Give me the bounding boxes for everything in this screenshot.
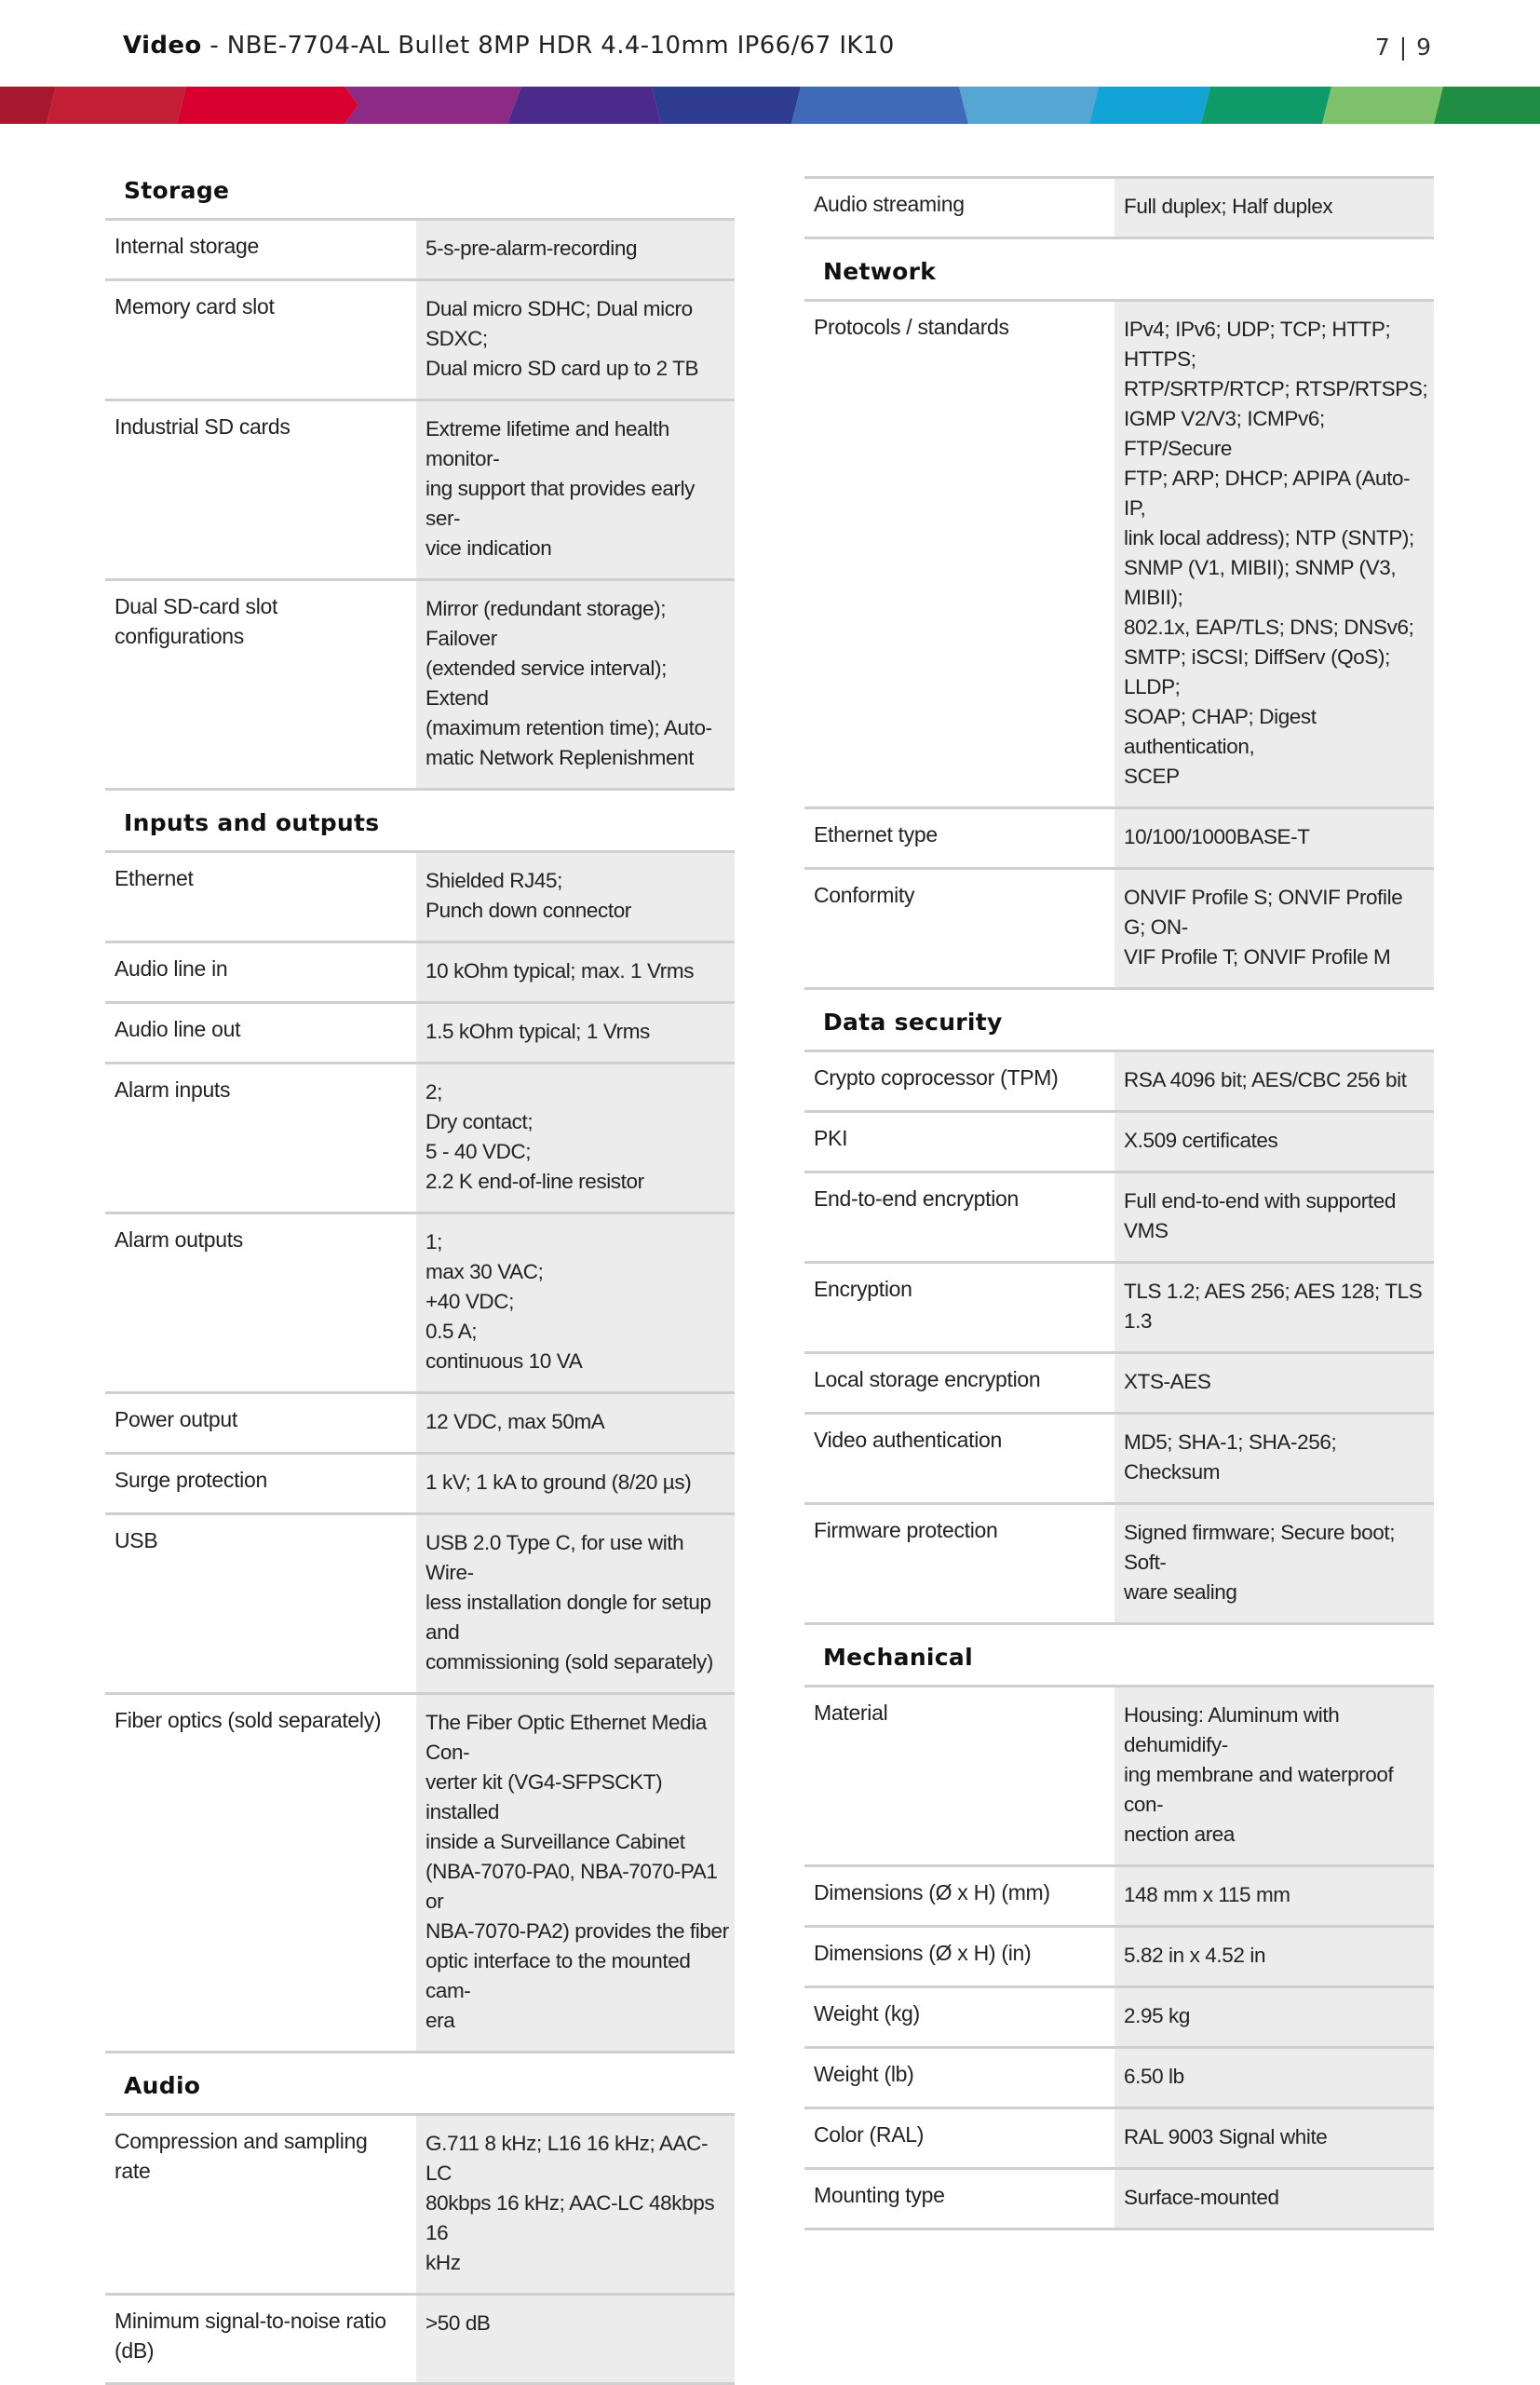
- spec-value: G.711 8 kHz; L16 16 kHz; AAC-LC 80kbps 16 kHz; AAC-LC 48kbps 16 kHz: [416, 2116, 735, 2293]
- product-name: - NBE-7704-AL Bullet 8MP HDR 4.4-10mm IP66/67 IK10: [201, 32, 895, 60]
- spec-label: Audio streaming: [804, 179, 1114, 237]
- spec-label: Firmware protection: [804, 1505, 1114, 1622]
- spec-value: Surface-mounted: [1114, 2170, 1434, 2228]
- brand-color-stripe: [0, 87, 1540, 124]
- spec-label: Protocols / standards: [804, 302, 1114, 806]
- spec-label: Video authentication: [804, 1415, 1114, 1502]
- spec-row-usb: [105, 1515, 735, 1695]
- spec-value: Dual micro SDHC; Dual micro SDXC; Dual micro SD card up to 2 TB: [416, 281, 735, 399]
- spec-value: Full end-to-end with supported VMS: [1114, 1173, 1434, 1261]
- spec-row-compression-and-sampling-rate: [105, 2116, 735, 2296]
- spec-section-data-security: [804, 990, 1434, 1625]
- document-title: [123, 32, 895, 60]
- spec-label: Encryption: [804, 1264, 1114, 1351]
- spec-row-internal-storage: [105, 221, 735, 281]
- document-category: Video: [123, 32, 202, 60]
- spec-row-ethernet-type: [804, 809, 1434, 870]
- spec-row-encryption: [804, 1264, 1434, 1354]
- spec-value: 2; Dry contact; 5 - 40 VDC; 2.2 K end-of-line resistor: [416, 1064, 735, 1212]
- spec-row-audio-line-in: [105, 943, 735, 1004]
- section-heading: Mechanical: [804, 1625, 1434, 1687]
- section-heading: Network: [804, 239, 1434, 302]
- spec-row-end-to-end-encryption: [804, 1173, 1434, 1264]
- spec-value: 1; max 30 VAC; +40 VDC; 0.5 A; continuous 10 VA: [416, 1214, 735, 1391]
- spec-row-fiber-optics-sold-separately: [105, 1695, 735, 2053]
- spec-value: Full duplex; Half duplex: [1114, 179, 1434, 237]
- spec-value: 5.82 in x 4.52 in: [1114, 1928, 1434, 1985]
- spec-section-storage: [105, 158, 735, 791]
- spec-label: Surge protection: [105, 1455, 416, 1512]
- spec-row-dual-sd-card-slot-configurations: [105, 581, 735, 791]
- spec-label: Material: [804, 1687, 1114, 1864]
- spec-value: TLS 1.2; AES 256; AES 128; TLS 1.3: [1114, 1264, 1434, 1351]
- spec-value: 1 kV; 1 kA to ground (8/20 µs): [416, 1455, 735, 1512]
- spec-row-memory-card-slot: [105, 281, 735, 401]
- spec-value: USB 2.0 Type C, for use with Wire- less installation dongle for setup and commissioning (sold separately): [416, 1515, 735, 1692]
- spec-row-color-ral: [804, 2109, 1434, 2170]
- spec-value: 148 mm x 115 mm: [1114, 1867, 1434, 1925]
- spec-row-crypto-coprocessor-tpm: [804, 1052, 1434, 1113]
- spec-label: PKI: [804, 1113, 1114, 1171]
- spec-label: USB: [105, 1515, 416, 1692]
- spec-section-continued: [804, 176, 1434, 239]
- spec-row-video-authentication: [804, 1415, 1434, 1505]
- page-header: [0, 0, 1540, 88]
- spec-row-dimensions-x-h-in: [804, 1928, 1434, 1988]
- section-heading: Inputs and outputs: [105, 791, 735, 853]
- spec-value: The Fiber Optic Ethernet Media Con- verter kit (VG4-SFPSCKT) installed inside a Surveillance Cabinet (NBA-7070-PA0, NBA-7070-PA1 or NBA-7070-PA2) provides the fiber optic interface to the mounted cam- era: [416, 1695, 735, 2051]
- spec-label: Ethernet type: [804, 809, 1114, 867]
- spec-label: Dual SD-card slot configurations: [105, 581, 416, 788]
- spec-row-local-storage-encryption: [804, 1354, 1434, 1415]
- spec-row-weight-lb: [804, 2049, 1434, 2109]
- spec-label: Industrial SD cards: [105, 401, 416, 578]
- spec-label: Color (RAL): [804, 2109, 1114, 2167]
- spec-section-mechanical: [804, 1625, 1434, 2230]
- spec-row-material: [804, 1687, 1434, 1867]
- spec-label: Local storage encryption: [804, 1354, 1114, 1412]
- spec-label: Memory card slot: [105, 281, 416, 399]
- spec-label: Internal storage: [105, 221, 416, 278]
- spec-row-industrial-sd-cards: [105, 401, 735, 581]
- spec-value: Signed firmware; Secure boot; Soft- ware sealing: [1114, 1505, 1434, 1622]
- spec-label: Audio line in: [105, 943, 416, 1001]
- spec-row-audio-streaming: [804, 176, 1434, 239]
- spec-section-inputs-and-outputs: [105, 791, 735, 2053]
- spec-value: 6.50 lb: [1114, 2049, 1434, 2107]
- spec-value: 5-s-pre-alarm-recording: [416, 221, 735, 278]
- spec-row-mounting-type: [804, 2170, 1434, 2230]
- right-spec-column: [804, 176, 1434, 2230]
- spec-row-audio-line-out: [105, 1004, 735, 1064]
- spec-value: RAL 9003 Signal white: [1114, 2109, 1434, 2167]
- left-spec-column: [105, 158, 735, 2385]
- spec-label: Alarm inputs: [105, 1064, 416, 1212]
- spec-value: Shielded RJ45; Punch down connector: [416, 853, 735, 941]
- spec-label: Alarm outputs: [105, 1214, 416, 1391]
- spec-row-weight-kg: [804, 1988, 1434, 2049]
- spec-value: 10 kOhm typical; max. 1 Vrms: [416, 943, 735, 1001]
- spec-section-audio: [105, 2053, 735, 2385]
- spec-label: Minimum signal-to-noise ratio (dB): [105, 2296, 416, 2382]
- spec-value: 2.95 kg: [1114, 1988, 1434, 2046]
- spec-label: Dimensions (Ø x H) (in): [804, 1928, 1114, 1985]
- spec-row-conformity: [804, 870, 1434, 990]
- spec-value: XTS-AES: [1114, 1354, 1434, 1412]
- spec-value: ONVIF Profile S; ONVIF Profile G; ON- VIF Profile T; ONVIF Profile M: [1114, 870, 1434, 987]
- spec-label: Conformity: [804, 870, 1114, 987]
- spec-label: Audio line out: [105, 1004, 416, 1062]
- spec-row-protocols-standards: [804, 302, 1434, 809]
- spec-label: Crypto coprocessor (TPM): [804, 1052, 1114, 1110]
- section-heading: Data security: [804, 990, 1434, 1052]
- spec-value: 10/100/1000BASE-T: [1114, 809, 1434, 867]
- spec-row-alarm-outputs: [105, 1214, 735, 1394]
- section-heading: Audio: [105, 2053, 735, 2116]
- section-heading: Storage: [105, 158, 735, 221]
- spec-section-network: [804, 239, 1434, 990]
- spec-row-pki: [804, 1113, 1434, 1173]
- spec-row-surge-protection: [105, 1455, 735, 1515]
- spec-label: Compression and sampling rate: [105, 2116, 416, 2293]
- spec-row-power-output: [105, 1394, 735, 1455]
- spec-label: End-to-end encryption: [804, 1173, 1114, 1261]
- spec-label: Weight (kg): [804, 1988, 1114, 2046]
- spec-value: Extreme lifetime and health monitor- ing support that provides early ser- vice indication: [416, 401, 735, 578]
- spec-value: Mirror (redundant storage); Failover (extended service interval); Extend (maximum retention time); Auto- matic Network Replenishment: [416, 581, 735, 788]
- spec-value: IPv4; IPv6; UDP; TCP; HTTP; HTTPS; RTP/SRTP/RTCP; RTSP/RTSPS; IGMP V2/V3; ICMPv6; FTP/Secure FTP; ARP; DHCP; APIPA (Auto-IP, link local address); NTP (SNTP); SNMP (V1, MIBII); SNMP (V3, MIBII); 802.1x, EAP/TLS; DNS; DNSv6; SMTP; iSCSI; DiffServ (QoS); LLDP; SOAP; CHAP; Digest authentication, SCEP: [1114, 302, 1434, 806]
- spec-row-dimensions-x-h-mm: [804, 1867, 1434, 1928]
- spec-label: Mounting type: [804, 2170, 1114, 2228]
- spec-value: RSA 4096 bit; AES/CBC 256 bit: [1114, 1052, 1434, 1110]
- spec-label: Power output: [105, 1394, 416, 1452]
- spec-label: Weight (lb): [804, 2049, 1114, 2107]
- spec-value: 12 VDC, max 50mA: [416, 1394, 735, 1452]
- spec-label: Fiber optics (sold separately): [105, 1695, 416, 2051]
- spec-label: Ethernet: [105, 853, 416, 941]
- spec-value: MD5; SHA-1; SHA-256; Checksum: [1114, 1415, 1434, 1502]
- spec-value: >50 dB: [416, 2296, 735, 2382]
- spec-value: 1.5 kOhm typical; 1 Vrms: [416, 1004, 735, 1062]
- spec-row-alarm-inputs: [105, 1064, 735, 1214]
- spec-row-minimum-signal-to-noise-ratio-db: [105, 2296, 735, 2385]
- spec-label: Dimensions (Ø x H) (mm): [804, 1867, 1114, 1925]
- spec-row-firmware-protection: [804, 1505, 1434, 1625]
- spec-row-ethernet: [105, 853, 735, 943]
- spec-value: X.509 certificates: [1114, 1113, 1434, 1171]
- spec-value: Housing: Aluminum with dehumidify- ing membrane and waterproof con- nection area: [1114, 1687, 1434, 1864]
- page-number: 7 | 9: [1374, 34, 1432, 61]
